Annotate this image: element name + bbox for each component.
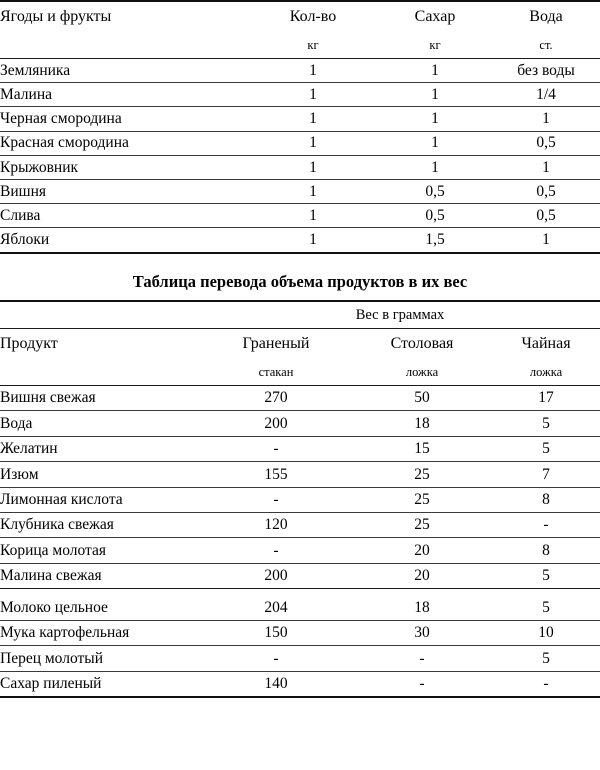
berries-fruits-table-body xyxy=(0,1,600,253)
cell-qty: 1 xyxy=(248,83,378,107)
table-header-row xyxy=(0,1,600,32)
header-product: Продукт xyxy=(0,329,200,360)
cell-tsp: - xyxy=(492,512,600,537)
cell-name: Мука картофельная xyxy=(0,621,200,646)
header-teaspoon: Чайная xyxy=(492,329,600,360)
cell-name: Малина xyxy=(0,83,248,107)
span-header-weight-grams: Вес в граммах xyxy=(200,301,600,329)
unit-berries-fruits xyxy=(0,32,248,59)
cell-sugar: 1,5 xyxy=(378,228,492,253)
volume-to-weight-table-body xyxy=(0,301,600,697)
cell-water: 1/4 xyxy=(492,83,600,107)
cell-sugar: 1 xyxy=(378,107,492,131)
cell-tbsp: - xyxy=(352,646,492,671)
cell-glass: 140 xyxy=(200,671,352,697)
header-water: Вода xyxy=(492,1,600,32)
table-row xyxy=(0,596,600,621)
cell-name: Клубника свежая xyxy=(0,512,200,537)
table-row xyxy=(0,563,600,588)
cell-qty: 1 xyxy=(248,179,378,203)
cell-sugar: 1 xyxy=(378,83,492,107)
cell-name: Малина свежая xyxy=(0,563,200,588)
cell-tbsp: 15 xyxy=(352,436,492,461)
table-row xyxy=(0,436,600,461)
cell-tsp: 5 xyxy=(492,411,600,436)
unit-water: ст. xyxy=(539,37,553,52)
cell-glass: - xyxy=(200,436,352,461)
cell-glass: 150 xyxy=(200,621,352,646)
cell-name: Вода xyxy=(0,411,200,436)
cell-name: Вишня xyxy=(0,179,248,203)
cell-name: Земляника xyxy=(0,59,248,83)
cell-glass: 120 xyxy=(200,512,352,537)
cell-name: Изюм xyxy=(0,462,200,487)
table-row xyxy=(0,411,600,436)
unit-quantity: кг xyxy=(307,37,319,52)
title-spacer xyxy=(0,290,600,300)
cell-name: Вишня свежая xyxy=(0,386,200,411)
cell-tsp: 8 xyxy=(492,487,600,512)
cell-water: 1 xyxy=(492,107,600,131)
section-spacer xyxy=(0,254,600,274)
cell-name: Молоко цельное xyxy=(0,599,108,617)
table-row xyxy=(0,487,600,512)
cell-glass: - xyxy=(200,538,352,563)
cell-sugar: 1 xyxy=(378,59,492,83)
table-section-break xyxy=(0,589,600,596)
berries-fruits-table xyxy=(0,0,600,254)
header-sugar: Сахар xyxy=(378,1,492,32)
cell-tbsp: 18 xyxy=(352,411,492,436)
table-span-header-row xyxy=(0,301,600,329)
cell-tbsp: 20 xyxy=(352,538,492,563)
table-row xyxy=(0,83,600,107)
cell-tbsp: 25 xyxy=(352,512,492,537)
cell-qty: 1 xyxy=(248,228,378,253)
cell-name: Крыжовник xyxy=(0,155,248,179)
table-units-row xyxy=(0,359,600,386)
cell-name: Красная смородина xyxy=(0,131,248,155)
table-row xyxy=(0,462,600,487)
unit-faceted-glass: стакан xyxy=(258,364,294,379)
cell-tsp: 8 xyxy=(492,538,600,563)
unit-product xyxy=(0,359,200,386)
cell-name: Лимонная кислота xyxy=(0,487,200,512)
cell-tsp: - xyxy=(492,671,600,697)
cell-tbsp: 30 xyxy=(352,621,492,646)
table-units-row xyxy=(0,32,600,59)
cell-water: 0,5 xyxy=(492,179,600,203)
header-faceted-glass: Граненый xyxy=(200,329,352,360)
cell-tbsp: 20 xyxy=(352,563,492,588)
cell-qty: 1 xyxy=(248,204,378,228)
cell-water: 1 xyxy=(492,228,600,253)
cell-tbsp: 25 xyxy=(352,462,492,487)
cell-name: Сахар пиленый xyxy=(0,671,200,697)
cell-sugar: 1 xyxy=(378,155,492,179)
unit-teaspoon: ложка xyxy=(529,364,563,379)
header-tablespoon: Столовая xyxy=(352,329,492,360)
table-row xyxy=(0,59,600,83)
cell-glass: 200 xyxy=(200,411,352,436)
table-row xyxy=(0,179,600,203)
cell-tsp: 7 xyxy=(492,462,600,487)
cell-water: 1 xyxy=(492,155,600,179)
cell-qty: 1 xyxy=(248,59,378,83)
cell-qty: 1 xyxy=(248,131,378,155)
unit-tablespoon: ложка xyxy=(405,364,439,379)
cell-glass: 204 xyxy=(264,599,288,617)
cell-water: 0,5 xyxy=(492,131,600,155)
cell-glass: - xyxy=(200,487,352,512)
table-row xyxy=(0,671,600,697)
unit-sugar: кг xyxy=(429,37,441,52)
cell-qty: 1 xyxy=(248,107,378,131)
cell-glass: - xyxy=(200,646,352,671)
table-row xyxy=(0,155,600,179)
cell-tsp: 5 xyxy=(492,563,600,588)
cell-tsp: 5 xyxy=(492,436,600,461)
cell-tbsp: - xyxy=(352,671,492,697)
span-header-empty xyxy=(0,301,200,329)
cell-glass: 270 xyxy=(200,386,352,411)
cell-tsp: 5 xyxy=(542,599,550,617)
cell-water: без воды xyxy=(492,59,600,83)
table-row xyxy=(0,131,600,155)
table-row xyxy=(0,107,600,131)
cell-tsp: 17 xyxy=(492,386,600,411)
volume-to-weight-table xyxy=(0,300,600,698)
cell-water: 0,5 xyxy=(492,204,600,228)
cell-tsp: 10 xyxy=(492,621,600,646)
cell-sugar: 0,5 xyxy=(378,179,492,203)
cell-sugar: 1 xyxy=(378,131,492,155)
cell-name: Яблоки xyxy=(0,228,248,253)
cell-tsp: 5 xyxy=(492,646,600,671)
cell-glass: 155 xyxy=(200,462,352,487)
cell-glass: 200 xyxy=(200,563,352,588)
cell-name: Желатин xyxy=(0,436,200,461)
table-row xyxy=(0,538,600,563)
cell-tbsp: 50 xyxy=(352,386,492,411)
table-row xyxy=(0,646,600,671)
cell-name: Корица молотая xyxy=(0,538,200,563)
header-quantity: Кол-во xyxy=(248,1,378,32)
table-header-row xyxy=(0,329,600,360)
table2-title: Таблица перевода объема продуктов в их вес xyxy=(132,271,468,291)
cell-tbsp: 18 xyxy=(414,599,430,617)
cell-sugar: 0,5 xyxy=(378,204,492,228)
header-berries-fruits: Ягоды и фрукты xyxy=(0,1,248,32)
table-row xyxy=(0,386,600,411)
cell-tbsp: 25 xyxy=(352,487,492,512)
cell-name: Перец молотый xyxy=(0,646,200,671)
section-break-rule xyxy=(0,589,600,596)
table-row xyxy=(0,512,600,537)
table-row xyxy=(0,228,600,253)
table-row xyxy=(0,204,600,228)
cell-name: Черная смородина xyxy=(0,107,248,131)
cell-name: Слива xyxy=(0,204,248,228)
table-row xyxy=(0,621,600,646)
cell-qty: 1 xyxy=(248,155,378,179)
